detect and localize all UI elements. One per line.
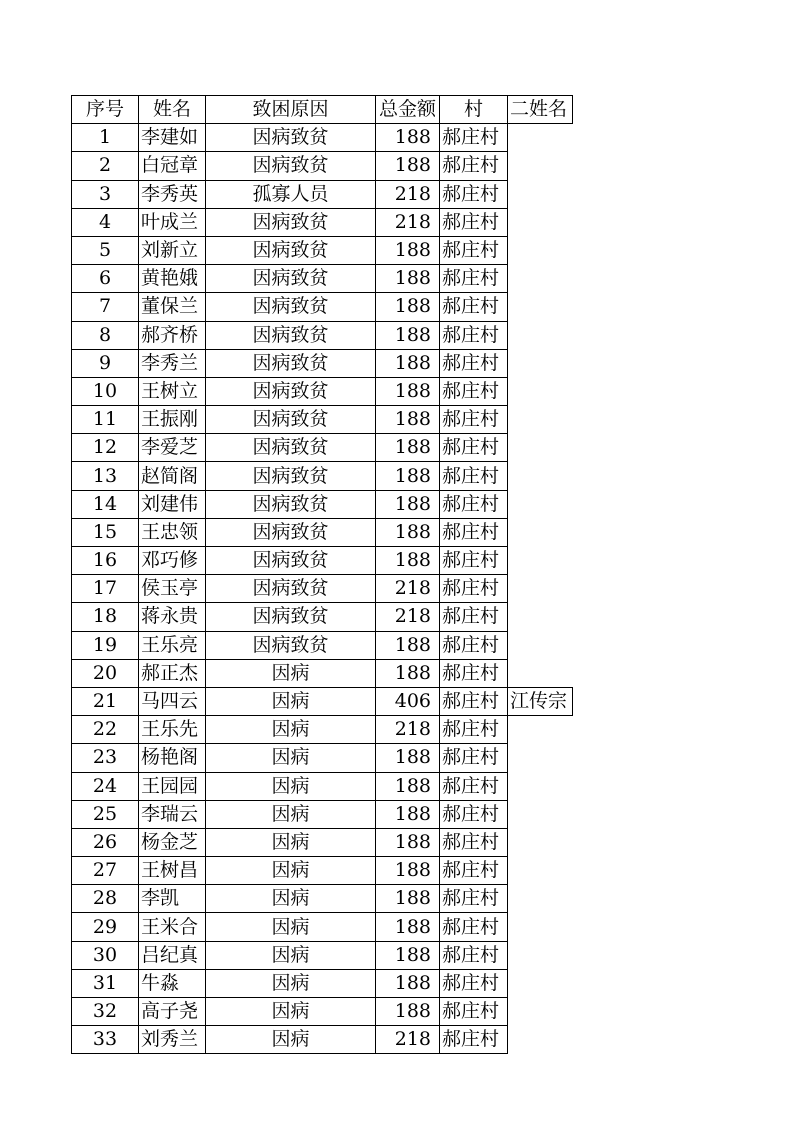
table-row (72, 941, 573, 969)
row-second-name (508, 828, 573, 856)
row-amount: 188 (376, 490, 440, 518)
table-row (72, 969, 573, 997)
row-village: 郝庄村 (440, 603, 508, 631)
row-second-name (508, 434, 573, 462)
row-second-name (508, 265, 573, 293)
row-amount: 188 (376, 828, 440, 856)
row-amount: 188 (376, 969, 440, 997)
row-name: 赵简阁 (139, 462, 206, 490)
row-village: 郝庄村 (440, 575, 508, 603)
table-body (72, 124, 573, 1054)
table-row (72, 603, 573, 631)
row-index: 4 (72, 208, 139, 236)
row-cause: 因病致贫 (206, 377, 376, 405)
row-village: 郝庄村 (440, 434, 508, 462)
row-village: 郝庄村 (440, 406, 508, 434)
row-index: 1 (72, 124, 139, 152)
table-row (72, 998, 573, 1026)
table-row (72, 462, 573, 490)
row-second-name (508, 941, 573, 969)
row-amount: 188 (376, 772, 440, 800)
table-row (72, 293, 573, 321)
row-second-name (508, 969, 573, 997)
row-name: 白冠章 (139, 152, 206, 180)
row-index: 11 (72, 406, 139, 434)
row-index: 21 (72, 687, 139, 715)
row-second-name (508, 631, 573, 659)
row-index: 3 (72, 180, 139, 208)
row-name: 李秀英 (139, 180, 206, 208)
row-name: 李凯 (139, 885, 206, 913)
row-second-name (508, 321, 573, 349)
row-name: 刘新立 (139, 236, 206, 264)
table-row (72, 716, 573, 744)
row-name: 王乐先 (139, 716, 206, 744)
row-village: 郝庄村 (440, 659, 508, 687)
row-amount: 188 (376, 349, 440, 377)
header-index: 序号 (72, 96, 139, 124)
table-row (72, 857, 573, 885)
row-village: 郝庄村 (440, 124, 508, 152)
row-index: 8 (72, 321, 139, 349)
row-village: 郝庄村 (440, 800, 508, 828)
row-index: 23 (72, 744, 139, 772)
row-cause: 因病致贫 (206, 462, 376, 490)
row-village: 郝庄村 (440, 349, 508, 377)
row-name: 王乐亮 (139, 631, 206, 659)
row-name: 郝正杰 (139, 659, 206, 687)
row-cause: 因病 (206, 716, 376, 744)
row-cause: 因病 (206, 744, 376, 772)
row-name: 马四云 (139, 687, 206, 715)
table-row (72, 913, 573, 941)
row-name: 吕纪真 (139, 941, 206, 969)
row-index: 20 (72, 659, 139, 687)
table-row (72, 321, 573, 349)
row-amount: 218 (376, 575, 440, 603)
table-row (72, 1026, 573, 1054)
row-index: 15 (72, 518, 139, 546)
row-village: 郝庄村 (440, 772, 508, 800)
row-village: 郝庄村 (440, 180, 508, 208)
row-cause: 因病致贫 (206, 208, 376, 236)
row-second-name (508, 772, 573, 800)
row-index: 33 (72, 1026, 139, 1054)
row-village: 郝庄村 (440, 857, 508, 885)
row-name: 杨艳阁 (139, 744, 206, 772)
row-second-name (508, 349, 573, 377)
header-village: 村 (440, 96, 508, 124)
row-village: 郝庄村 (440, 744, 508, 772)
row-second-name (508, 293, 573, 321)
row-name: 李秀兰 (139, 349, 206, 377)
row-cause: 因病致贫 (206, 434, 376, 462)
row-name: 王树立 (139, 377, 206, 405)
row-village: 郝庄村 (440, 152, 508, 180)
row-index: 31 (72, 969, 139, 997)
row-cause: 因病 (206, 998, 376, 1026)
row-index: 26 (72, 828, 139, 856)
row-amount: 188 (376, 518, 440, 546)
row-village: 郝庄村 (440, 462, 508, 490)
row-cause: 因病致贫 (206, 631, 376, 659)
row-amount: 188 (376, 434, 440, 462)
header-row (72, 96, 573, 124)
row-index: 32 (72, 998, 139, 1026)
row-amount: 188 (376, 236, 440, 264)
row-village: 郝庄村 (440, 687, 508, 715)
row-index: 7 (72, 293, 139, 321)
row-second-name (508, 998, 573, 1026)
row-second-name (508, 857, 573, 885)
table-row (72, 828, 573, 856)
table-row (72, 744, 573, 772)
row-village: 郝庄村 (440, 321, 508, 349)
row-name: 郝齐桥 (139, 321, 206, 349)
row-name: 侯玉亭 (139, 575, 206, 603)
row-index: 13 (72, 462, 139, 490)
row-village: 郝庄村 (440, 490, 508, 518)
table-row (72, 349, 573, 377)
table-row (72, 490, 573, 518)
row-index: 9 (72, 349, 139, 377)
row-village: 郝庄村 (440, 518, 508, 546)
row-index: 27 (72, 857, 139, 885)
table-row (72, 659, 573, 687)
row-amount: 188 (376, 631, 440, 659)
row-name: 王园园 (139, 772, 206, 800)
row-index: 12 (72, 434, 139, 462)
row-cause: 因病致贫 (206, 406, 376, 434)
row-cause: 因病致贫 (206, 603, 376, 631)
table-row (72, 180, 573, 208)
row-name: 王树昌 (139, 857, 206, 885)
table-row (72, 124, 573, 152)
row-index: 19 (72, 631, 139, 659)
row-amount: 188 (376, 377, 440, 405)
row-cause: 因病 (206, 969, 376, 997)
row-index: 5 (72, 236, 139, 264)
row-cause: 因病致贫 (206, 490, 376, 518)
header-name: 姓名 (139, 96, 206, 124)
row-name: 蒋永贵 (139, 603, 206, 631)
row-name: 李瑞云 (139, 800, 206, 828)
row-cause: 因病致贫 (206, 265, 376, 293)
row-village: 郝庄村 (440, 208, 508, 236)
row-index: 24 (72, 772, 139, 800)
row-amount: 188 (376, 885, 440, 913)
row-amount: 188 (376, 293, 440, 321)
row-second-name (508, 659, 573, 687)
table-row (72, 631, 573, 659)
row-cause: 因病 (206, 913, 376, 941)
table-row (72, 772, 573, 800)
row-cause: 因病 (206, 800, 376, 828)
row-name: 黄艳娥 (139, 265, 206, 293)
row-amount: 218 (376, 603, 440, 631)
row-cause: 因病 (206, 885, 376, 913)
row-second-name (508, 885, 573, 913)
row-amount: 406 (376, 687, 440, 715)
row-village: 郝庄村 (440, 885, 508, 913)
row-name: 刘秀兰 (139, 1026, 206, 1054)
row-name: 叶成兰 (139, 208, 206, 236)
row-cause: 因病 (206, 687, 376, 715)
row-second-name (508, 462, 573, 490)
row-second-name (508, 800, 573, 828)
table-row (72, 406, 573, 434)
row-name: 王振刚 (139, 406, 206, 434)
row-village: 郝庄村 (440, 969, 508, 997)
row-cause: 因病致贫 (206, 575, 376, 603)
row-index: 28 (72, 885, 139, 913)
row-second-name (508, 152, 573, 180)
row-second-name: 江传宗 (508, 687, 573, 715)
table-row (72, 687, 573, 715)
row-index: 2 (72, 152, 139, 180)
row-second-name (508, 603, 573, 631)
row-index: 22 (72, 716, 139, 744)
row-amount: 188 (376, 941, 440, 969)
row-index: 29 (72, 913, 139, 941)
row-cause: 因病 (206, 659, 376, 687)
row-cause: 因病致贫 (206, 518, 376, 546)
row-name: 李爱芝 (139, 434, 206, 462)
row-name: 杨金芝 (139, 828, 206, 856)
row-amount: 188 (376, 913, 440, 941)
row-second-name (508, 716, 573, 744)
row-cause: 因病致贫 (206, 236, 376, 264)
row-cause: 因病 (206, 941, 376, 969)
table-row (72, 575, 573, 603)
table-row (72, 800, 573, 828)
row-second-name (508, 124, 573, 152)
row-second-name (508, 744, 573, 772)
row-village: 郝庄村 (440, 265, 508, 293)
row-cause: 孤寡人员 (206, 180, 376, 208)
row-amount: 188 (376, 998, 440, 1026)
row-name: 邓巧修 (139, 547, 206, 575)
row-amount: 188 (376, 744, 440, 772)
row-name: 王米合 (139, 913, 206, 941)
row-amount: 188 (376, 265, 440, 293)
row-index: 10 (72, 377, 139, 405)
row-cause: 因病 (206, 772, 376, 800)
row-village: 郝庄村 (440, 631, 508, 659)
row-cause: 因病致贫 (206, 547, 376, 575)
row-cause: 因病致贫 (206, 293, 376, 321)
row-amount: 188 (376, 547, 440, 575)
row-cause: 因病 (206, 1026, 376, 1054)
row-second-name (508, 208, 573, 236)
row-index: 14 (72, 490, 139, 518)
row-cause: 因病致贫 (206, 349, 376, 377)
row-cause: 因病 (206, 828, 376, 856)
row-amount: 188 (376, 321, 440, 349)
row-name: 高子尧 (139, 998, 206, 1026)
row-village: 郝庄村 (440, 828, 508, 856)
row-index: 17 (72, 575, 139, 603)
row-second-name (508, 490, 573, 518)
table-row (72, 265, 573, 293)
row-village: 郝庄村 (440, 913, 508, 941)
row-amount: 218 (376, 208, 440, 236)
row-amount: 218 (376, 180, 440, 208)
row-cause: 因病致贫 (206, 152, 376, 180)
row-second-name (508, 377, 573, 405)
row-amount: 188 (376, 124, 440, 152)
row-index: 25 (72, 800, 139, 828)
row-amount: 188 (376, 800, 440, 828)
row-name: 牛淼 (139, 969, 206, 997)
header-cause: 致困原因 (206, 96, 376, 124)
table-row (72, 547, 573, 575)
row-name: 刘建伟 (139, 490, 206, 518)
row-second-name (508, 518, 573, 546)
row-cause: 因病致贫 (206, 321, 376, 349)
row-village: 郝庄村 (440, 236, 508, 264)
table-row (72, 208, 573, 236)
row-village: 郝庄村 (440, 1026, 508, 1054)
row-name: 王忠领 (139, 518, 206, 546)
row-index: 6 (72, 265, 139, 293)
row-second-name (508, 236, 573, 264)
row-index: 18 (72, 603, 139, 631)
row-second-name (508, 406, 573, 434)
row-second-name (508, 575, 573, 603)
row-second-name (508, 1026, 573, 1054)
header-amount: 总金额 (376, 96, 440, 124)
header-second-name: 二姓名 (508, 96, 573, 124)
row-name: 董保兰 (139, 293, 206, 321)
table-row (72, 434, 573, 462)
row-amount: 188 (376, 406, 440, 434)
row-amount: 188 (376, 659, 440, 687)
row-name: 李建如 (139, 124, 206, 152)
row-amount: 188 (376, 462, 440, 490)
row-cause: 因病致贫 (206, 124, 376, 152)
row-second-name (508, 913, 573, 941)
row-second-name (508, 180, 573, 208)
row-amount: 188 (376, 857, 440, 885)
roster-table (71, 95, 573, 1054)
table-row (72, 885, 573, 913)
row-village: 郝庄村 (440, 998, 508, 1026)
row-amount: 188 (376, 152, 440, 180)
row-amount: 218 (376, 1026, 440, 1054)
row-cause: 因病 (206, 857, 376, 885)
row-second-name (508, 547, 573, 575)
row-index: 16 (72, 547, 139, 575)
row-village: 郝庄村 (440, 716, 508, 744)
row-index: 30 (72, 941, 139, 969)
table-row (72, 377, 573, 405)
row-amount: 218 (376, 716, 440, 744)
row-village: 郝庄村 (440, 547, 508, 575)
row-village: 郝庄村 (440, 293, 508, 321)
table-row (72, 518, 573, 546)
table-row (72, 152, 573, 180)
row-village: 郝庄村 (440, 941, 508, 969)
row-village: 郝庄村 (440, 377, 508, 405)
table-row (72, 236, 573, 264)
